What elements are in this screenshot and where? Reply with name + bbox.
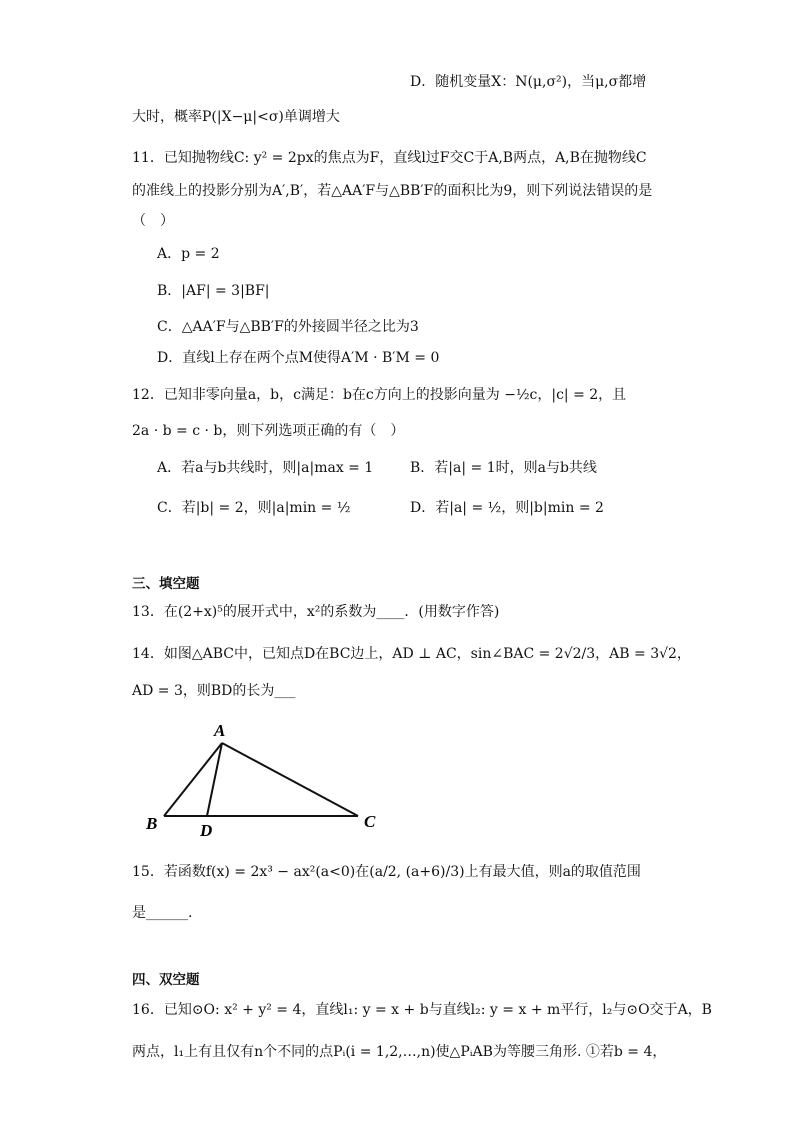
text-line-q14-b: AD = 3，则BD的长为___ [132, 683, 296, 699]
segment-ac [222, 743, 358, 816]
text-line-q10d-b: 大时，概率P(|X−μ|<σ)单调增大 [132, 109, 340, 125]
text-line-q12-D: D．若|a| = ½，则|b|min = 2 [410, 500, 604, 516]
text-line-q14-a: 14．如图△ABC中，已知点D在BC边上，AD ⊥ AC，sin∠BAC = 2√2/3，AB = 3√2， [132, 646, 691, 662]
text-line-q11-C: C．△AA′F与△BB′F的外接圆半径之比为3 [157, 319, 419, 335]
vertex-c-label: C [364, 812, 376, 831]
segment-ad [207, 743, 222, 816]
text-line-q10d-a: D．随机变量X：N(μ,σ²)，当μ,σ都增 [410, 74, 647, 90]
vertex-d-label: D [200, 821, 213, 840]
text-line-q13: 13．在(2+x)⁵的展开式中，x²的系数为____．(用数字作答) [132, 604, 500, 620]
vertex-b-label: B [146, 814, 158, 833]
text-line-q12-A: A．若a与b共线时，则|a|max = 1 [157, 460, 374, 476]
text-line-q12-a: 12．已知非零向量a，b，c满足：b在c方向上的投影向量为 −½c，|c| = 2，且 [132, 387, 627, 403]
text-line-q15-b: 是______. [132, 905, 193, 921]
text-line-q11-B: B．|AF| = 3|BF| [157, 283, 270, 299]
text-line-q16-b: 两点，l₁上有且仅有n个不同的点Pᵢ(i = 1,2,…,n)使△PᵢAB为等腰三角形. ①若b = 4， [132, 1044, 667, 1060]
vertex-a-label: A [214, 721, 226, 740]
text-line-q11-b: 的准线上的投影分别为A′,B′，若△AA′F与△BB′F的面积比为9，则下列说法错误的是 [132, 183, 653, 199]
text-line-q15-a: 15．若函数f(x) = 2x³ − ax²(a<0)在(a/2, (a+6)/3)上有最大值，则a的取值范围 [132, 864, 641, 880]
text-line-q11-A: A．p = 2 [157, 246, 220, 262]
segment-ab [164, 743, 222, 816]
text-line-q12-B: B．若|a| = 1时，则a与b共线 [410, 460, 597, 476]
text-line-q16-a: 16．已知⊙O: x² + y² = 4，直线l₁: y = x + b与直线l₂: y = x + m平行，l₂与⊙O交于A，B [132, 1002, 712, 1018]
section-heading-sec4: 四、双空题 [132, 972, 200, 988]
text-line-q11-c: （ ） [132, 213, 174, 229]
text-line-q11-a: 11．已知抛物线C: y² = 2px的焦点为F，直线l过F交C于A,B两点，A,B在抛物线C [132, 150, 647, 166]
text-line-q12-C: C．若|b| = 2，则|a|min = ½ [157, 500, 351, 516]
text-line-q11-D: D．直线l上存在两个点M使得A′M · B′M = 0 [157, 350, 440, 366]
section-heading-sec3: 三、填空题 [132, 576, 200, 592]
text-line-q12-b: 2a · b = c · b，则下列选项正确的有（ ） [132, 423, 405, 439]
